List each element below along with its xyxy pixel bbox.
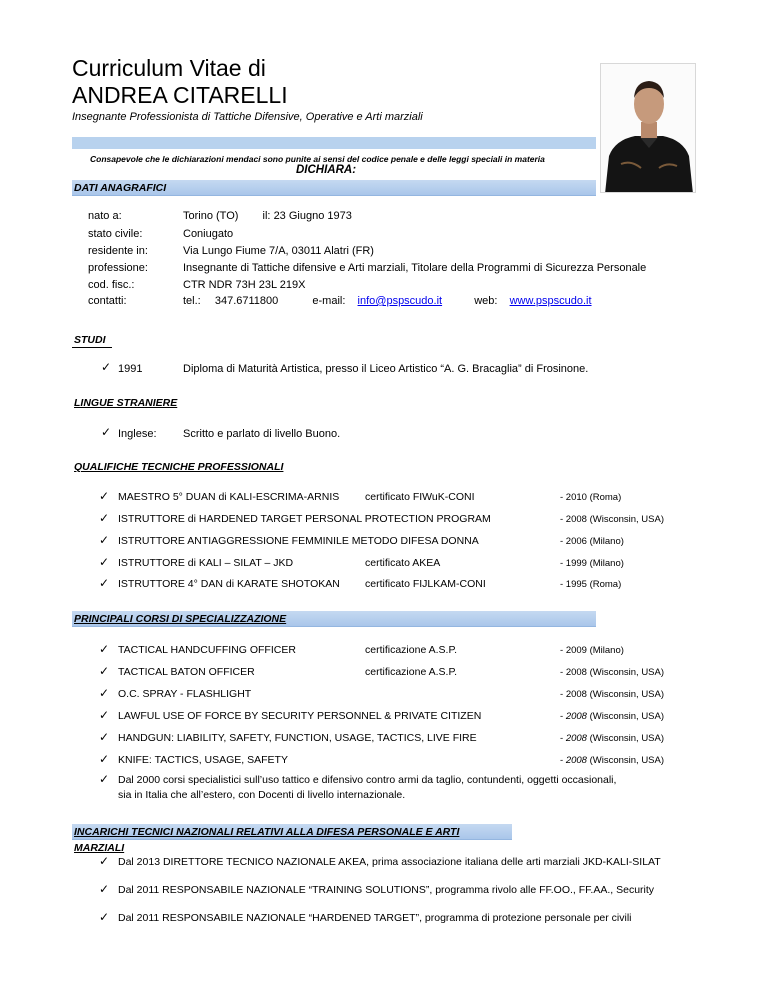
- corso-year: 2008: [565, 755, 587, 766]
- qualifica-cert: certificato FIWuK-CONI: [365, 491, 475, 503]
- corso-year: 2008: [565, 733, 587, 744]
- profession: Insegnante di Tattiche difensive e Arti marziali, Titolare della Programmi di Sicurezza Personale: [183, 262, 647, 274]
- corso-title: TACTICAL HANDCUFFING OFFICER: [118, 644, 296, 656]
- qualifica-cert: certificato AKEA: [365, 557, 441, 569]
- tel-label: tel.:: [183, 295, 201, 307]
- qualifica-title: MAESTRO 5° DUAN di KALI-ESCRIMA-ARNIS: [118, 491, 340, 503]
- disclaimer: Consapevole che le dichiarazioni mendaci sono punite ai sensi del codice penale e delle leggi speciali in materia: [90, 154, 545, 164]
- qualifica-date: - 2006 (Milano): [560, 536, 624, 547]
- check-icon: ✓: [99, 854, 110, 868]
- title-line-1: Curriculum Vitae di: [72, 55, 266, 81]
- corso-date: - 2008 (Wisconsin, USA): [560, 667, 665, 678]
- check-icon: ✓: [99, 533, 110, 547]
- label-tax-code: cod. fisc.:: [88, 279, 135, 291]
- qualifica-date: - 2010 (Roma): [560, 492, 622, 503]
- section-incarichi: [72, 824, 512, 854]
- studi-text: Diploma di Maturità Artistica, presso il Liceo Artistico “A. G. Bracaglia” di Frosinone.: [183, 363, 589, 375]
- check-icon: ✓: [99, 686, 110, 700]
- incarico-item: Dal 2011 RESPONSABILE NAZIONALE “HARDENED TARGET”, programma di protezione personale per civili: [118, 912, 632, 924]
- corso-place: (Wisconsin, USA): [589, 711, 665, 722]
- tax-code: CTR NDR 73H 23L 219X: [183, 279, 306, 291]
- label-contacts: contatti:: [88, 295, 127, 307]
- birth-date: 23 Giugno 1973: [273, 210, 352, 222]
- email-link[interactable]: info@pspscudo.it: [357, 295, 443, 307]
- qualifica-date: - 1995 (Roma): [560, 579, 622, 590]
- corso-title: HANDGUN: LIABILITY, SAFETY, FUNCTION, USAGE, TACTICS, LIVE FIRE: [118, 732, 477, 744]
- tel-number: 347.6711800: [214, 295, 279, 307]
- section-corsi: [72, 611, 596, 627]
- section-dati-anagrafici: [72, 180, 596, 196]
- qualifica-title: ISTRUTTORE 4° DAN di KARATE SHOTOKAN: [118, 578, 340, 590]
- declaration: DICHIARA:: [296, 164, 357, 176]
- web-link[interactable]: www.pspscudo.it: [509, 295, 592, 307]
- birth-date-label: il:: [262, 210, 271, 222]
- civil-status: Coniugato: [183, 228, 234, 240]
- corso-year: 2008: [565, 689, 587, 700]
- label-residence: residente in:: [88, 245, 148, 257]
- qualifica-date: - 1999 (Milano): [560, 558, 624, 569]
- section-qualifiche: [72, 459, 292, 475]
- residence: Via Lungo Fiume 7/A, 03011 Alatri (FR): [183, 245, 374, 257]
- incarico-item: Dal 2011 RESPONSABILE NAZIONALE “TRAINING SOLUTIONS”, programma rivolo alle FF.OO., FF.AA., Security: [118, 884, 655, 896]
- label-profession: professione:: [88, 262, 148, 274]
- corso-place: (Wisconsin, USA): [589, 733, 665, 744]
- email-label: e-mail:: [312, 295, 346, 307]
- birth-place: Torino (TO): [183, 210, 239, 222]
- top-separator-bar: [72, 137, 596, 149]
- profile-photo: [600, 63, 696, 193]
- subtitle: Insegnante Professionista di Tattiche Difensive, Operative e Arti marziali: [72, 111, 423, 123]
- corso-date: - 2008 (Wisconsin, USA): [560, 733, 665, 744]
- check-icon: ✓: [99, 910, 110, 924]
- corso-place: (Wisconsin, USA): [589, 689, 665, 700]
- corso-title: KNIFE: TACTICS, USAGE, SAFETY: [118, 754, 288, 766]
- section-heading: QUALIFICHE TECNICHE PROFESSIONALI: [74, 461, 284, 473]
- check-icon: ✓: [99, 708, 110, 722]
- qualifica-date: - 2008 (Wisconsin, USA): [560, 514, 665, 525]
- corso-year: 2008: [565, 711, 587, 722]
- language-level: Scritto e parlato di livello Buono.: [183, 428, 341, 440]
- section-heading: LINGUE STRANIERE: [74, 397, 178, 409]
- corso-cert: certificazione A.S.P.: [365, 666, 458, 678]
- label-birth: nato a:: [88, 210, 122, 222]
- section-heading: INCARICHI TECNICI NAZIONALI RELATIVI ALLA DIFESA PERSONALE E ARTI MARZIALI: [74, 826, 460, 854]
- check-icon: ✓: [99, 664, 110, 678]
- corso-place: (Milano): [589, 645, 624, 656]
- birth-info: [183, 209, 352, 224]
- check-icon: ✓: [99, 555, 110, 569]
- language-name: Inglese:: [118, 428, 157, 440]
- corso-date: - 2009 (Milano): [560, 645, 624, 656]
- corso-year: 2008: [565, 667, 587, 678]
- check-icon: ✓: [99, 752, 110, 766]
- corso-place: (Wisconsin, USA): [589, 755, 665, 766]
- check-icon: ✓: [101, 360, 112, 374]
- corso-date: - 2008 (Wisconsin, USA): [560, 755, 665, 766]
- qualifica-title: ISTRUTTORE di KALI – SILAT – JKD: [118, 557, 294, 569]
- web-label: web:: [474, 295, 498, 307]
- check-icon: ✓: [99, 730, 110, 744]
- check-icon: ✓: [99, 511, 110, 525]
- corso-place: (Wisconsin, USA): [589, 667, 665, 678]
- qualifica-title: ISTRUTTORE di HARDENED TARGET PERSONAL PROTECTION PROGRAM: [118, 513, 491, 525]
- corso-date: - 2008 (Wisconsin, USA): [560, 711, 665, 722]
- corsi-note-line-2: sia in Italia che all’estero, con Docenti di livello internazionale.: [118, 789, 406, 801]
- corso-cert: certificazione A.S.P.: [365, 644, 458, 656]
- corso-year: 2009: [565, 645, 587, 656]
- check-icon: ✓: [101, 425, 112, 439]
- check-icon: ✓: [99, 489, 110, 503]
- incarico-item: Dal 2013 DIRETTORE TECNICO NAZIONALE AKEA, prima associazione italiana delle arti marziali JKD-KALI-SILAT: [118, 856, 661, 868]
- studi-year: 1991: [118, 363, 143, 375]
- title-line-2: ANDREA CITARELLI: [72, 82, 288, 108]
- label-civil-status: stato civile:: [88, 228, 143, 240]
- section-heading: DATI ANAGRAFICI: [74, 182, 167, 194]
- check-icon: ✓: [99, 882, 110, 896]
- section-heading: STUDI: [74, 334, 106, 346]
- section-lingue: [72, 395, 182, 411]
- check-icon: ✓: [99, 642, 110, 656]
- corso-title: TACTICAL BATON OFFICER: [118, 666, 255, 678]
- section-studi: [72, 332, 112, 348]
- contacts: [183, 294, 592, 309]
- corso-title: O.C. SPRAY - FLASHLIGHT: [118, 688, 252, 700]
- corsi-note-line-1: Dal 2000 corsi specialistici sull’uso tattico e difensivo contro armi da taglio, contundenti, oggetti occasionali,: [118, 774, 617, 786]
- qualifica-title: ISTRUTTORE ANTIAGGRESSIONE FEMMINILE METODO DIFESA DONNA: [118, 535, 479, 547]
- corso-date: - 2008 (Wisconsin, USA): [560, 689, 665, 700]
- check-icon: ✓: [99, 772, 110, 786]
- check-icon: ✓: [99, 576, 110, 590]
- section-heading: PRINCIPALI CORSI DI SPECIALIZZAZIONE: [74, 613, 287, 625]
- qualifica-cert: certificato FIJLKAM-CONI: [365, 578, 486, 590]
- corso-title: LAWFUL USE OF FORCE BY SECURITY PERSONNEL & PRIVATE CITIZEN: [118, 710, 482, 722]
